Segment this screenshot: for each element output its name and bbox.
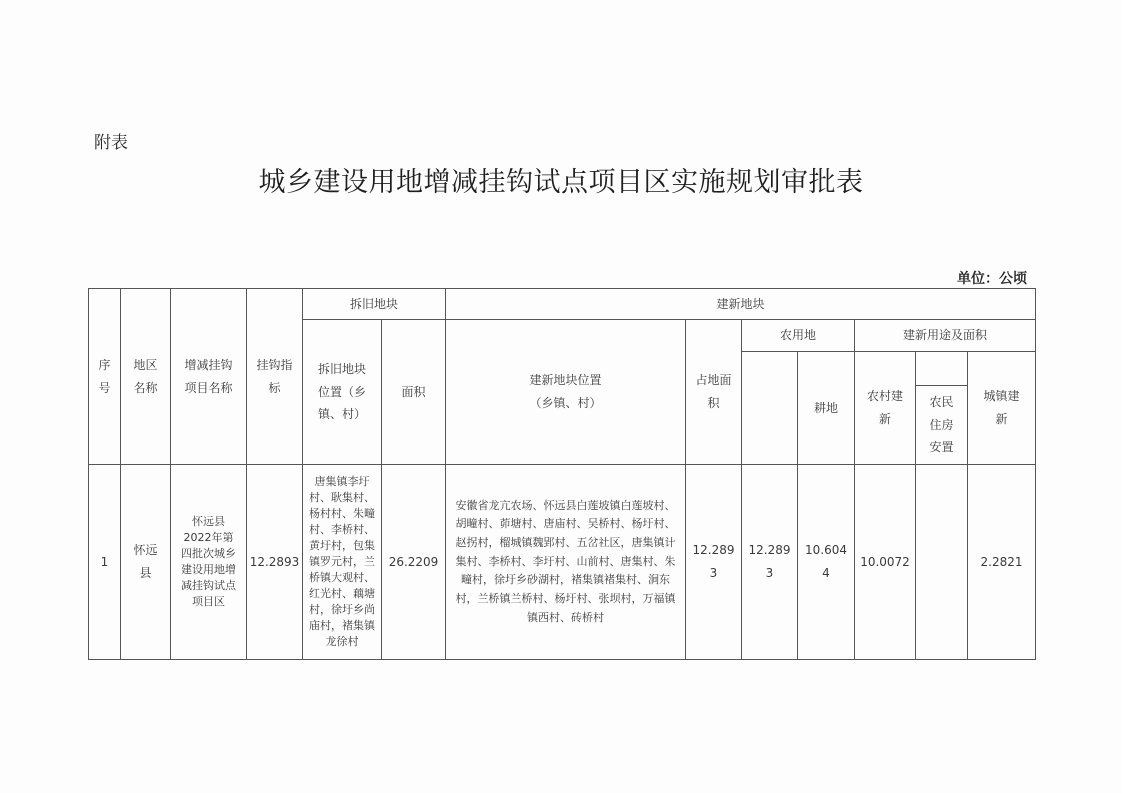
row-1-project-name: 怀远县 2022年第 四批次城乡 建设用地增 减挂钩试点 项目区 — [170, 464, 247, 660]
row-1-new-location: 安徽省龙亢农场、怀远县白莲坡镇白莲坡村、胡疃村、茆塘村、唐庙村、吴桥村、杨圩村、赵拐村，榴城镇魏郢村、五岔社区，唐集镇计集村、李桥村、李圩村、山前村、唐集村、朱疃村，徐圩乡砂湖村，褚集镇褚集村、涧东村，兰桥镇兰桥村、杨圩村、张坝村，万福镇镇西村、砖桥村 — [445, 464, 686, 660]
unit-label: 单位：公顷 — [957, 271, 1027, 287]
row-1-rural-build: 10.0072 — [854, 464, 916, 660]
header-town-build: 城镇建 新 — [967, 351, 1036, 465]
row-1-demolish-location: 唐集镇李圩村、耿集村、杨村村、朱疃村、李桥村、黄圩村，包集镇罗元村，兰桥镇大观村、红光村、藕塘村，徐圩乡尚庙村，褚集镇龙徐村 — [302, 464, 382, 660]
row-1-quota: 12.2893 — [246, 464, 303, 660]
header-new-group: 建新地块 — [445, 288, 1036, 320]
header-project-name: 增减挂钩 项目名称 — [170, 288, 247, 465]
row-1-seq: 1 — [88, 464, 121, 660]
header-farmer-resettle: 农民 住房 安置 — [915, 385, 968, 465]
row-1-occupied-area: 12.289 3 — [685, 464, 742, 660]
document-title: 城乡建设用地增减挂钩试点项目区实施规划审批表 — [258, 167, 864, 198]
header-region: 地区 名称 — [120, 288, 171, 465]
header-occupied-area: 占地面 积 — [685, 319, 742, 465]
header-agri-land-blank — [741, 351, 798, 465]
row-1-farmer-resettle — [915, 464, 968, 660]
header-usage-group: 建新用途及面积 — [854, 319, 1036, 352]
row-1-region: 怀远 县 — [120, 464, 171, 660]
header-demolish-group: 拆旧地块 — [302, 288, 446, 320]
header-seq: 序 号 — [88, 288, 121, 465]
row-1-agri-land: 12.289 3 — [741, 464, 798, 660]
row-1-demolish-area: 26.2209 — [381, 464, 446, 660]
header-new-location: 建新地块位置 （乡镇、村） — [445, 319, 686, 465]
header-demolish-location: 拆旧地块 位置（乡 镇、村） — [302, 319, 382, 465]
row-1-town-build: 2.2821 — [967, 464, 1036, 660]
row-1-arable-land: 10.604 4 — [797, 464, 855, 660]
attachment-label: 附表 — [94, 133, 128, 153]
header-agri-land: 农用地 — [741, 319, 855, 352]
header-arable-land: 耕地 — [797, 351, 855, 465]
header-rural-build: 农村建 新 — [854, 351, 916, 465]
header-demolish-area: 面积 — [381, 319, 446, 465]
header-quota: 挂钩指 标 — [246, 288, 303, 465]
